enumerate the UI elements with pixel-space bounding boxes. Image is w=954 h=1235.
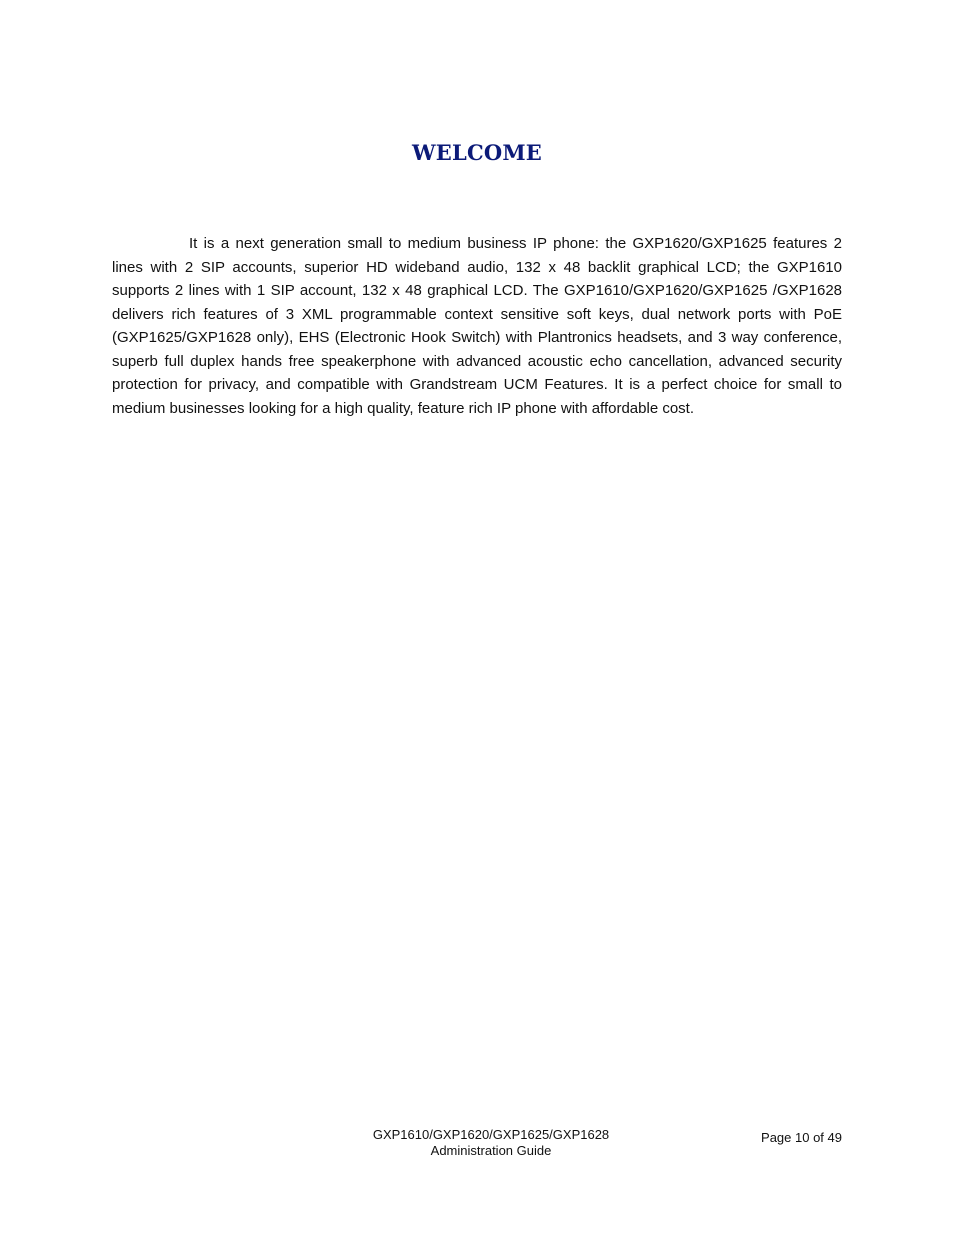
footer-guide-name: Administration Guide <box>430 1143 552 1158</box>
page-title: WELCOME <box>411 140 542 165</box>
footer-document-info <box>300 1127 682 1159</box>
intro-paragraph: It is a next generation small to medium business IP phone: the GXP1620/GXP1625 features 2 lines with 2 SIP accounts, superior HD wideband audio, 132 x 48 backlit graphical LCD; the GXP1610 supports 2 lines with 1 SIP account, 132 x 48 graphical LCD. The GXP1610/GXP1620/GXP1625 /GXP1628 delivers rich features of 3 XML programmable context sensitive soft keys, dual network ports with PoE (GXP1625/GXP1628 only), EHS (Electronic Hook Switch) with Plantronics headsets, and 3 way conference, superb full duplex hands free speakerphone with advanced acoustic echo cancellation, advanced security protection for privacy, and compatible with Grandstream UCM Features. It is a perfect choice for small to medium businesses looking for a high quality, feature rich IP phone with affordable cost. <box>112 235 842 417</box>
footer-product-line: GXP1610/GXP1620/GXP1625/GXP1628 <box>372 1127 610 1142</box>
page-number: Page 10 of 49 <box>761 1130 842 1145</box>
